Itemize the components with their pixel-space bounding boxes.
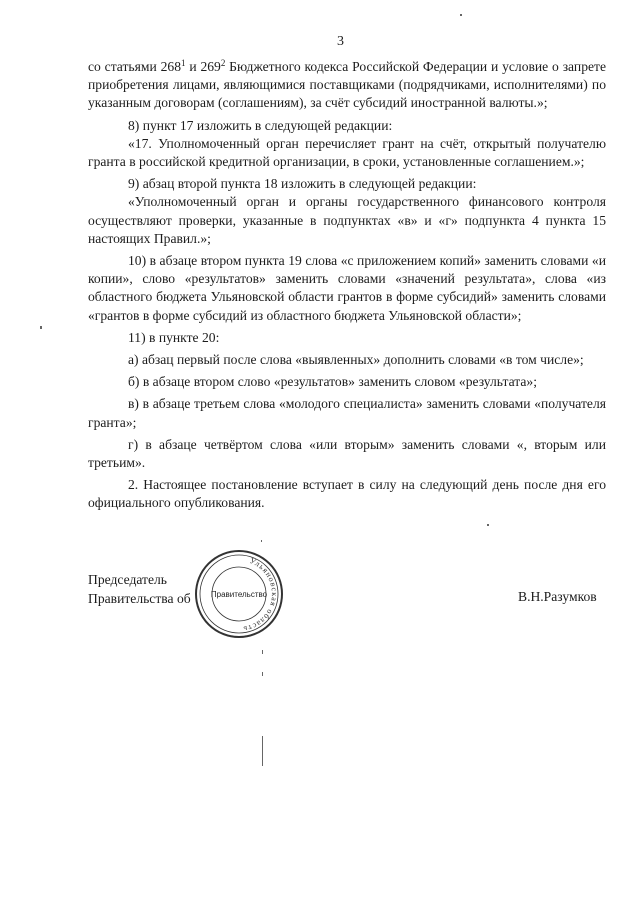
signatory-name: В.Н.Разумков — [518, 589, 597, 604]
seal-ring-text: Ульяновская область — [241, 556, 280, 634]
scan-mark — [487, 524, 489, 526]
seal-center-text: Правительство — [210, 590, 268, 599]
scan-mark — [262, 736, 263, 766]
item-10: 10) в абзаце втором пункта 19 слова «с приложением копий» заменить словами «и копии», слово «результатов» заменить словами «значений результата», слова «из областного бюджета Ульяновской области грантов в форме субсидий» заменить словами «грантов в форме субсидий из областного бюджета Ульяновской области»; — [88, 253, 606, 323]
page-number: 3 — [337, 34, 344, 49]
document-body — [88, 58, 606, 513]
signatory-title — [88, 570, 191, 608]
item-11-v: в) в абзаце третьем слова «молодого специалиста» заменить словами «получателя гранта»; — [88, 396, 606, 430]
scan-mark — [261, 540, 262, 542]
item-9-text: «Уполномоченный орган и органы государственного финансового контроля осуществляют проверки, указанные в подпунктах «в» и «г» подпункта 4 пункта 15 настоящих Правил.»; — [88, 194, 606, 246]
scan-mark — [460, 14, 462, 16]
signatory-title-line1: Председатель — [88, 572, 167, 587]
item-11-b: б) в абзаце втором слово «результатов» заменить словом «результата»; — [128, 374, 537, 390]
item-11-a: а) абзац первый после слова «выявленных» дополнить словами «в том числе»; — [128, 352, 584, 368]
item-9: 9) абзац второй пункта 18 изложить в следующей редакции: — [128, 176, 477, 192]
scan-mark — [262, 650, 263, 654]
paragraph-continuation: со статьями $268^1$ и $269^2$ Бюджетного кодекса Российской Федерации и условие о запрете приобретения лицами, являющимися поставщиками (подрядчиками, исполнителями) по указанным договорам (соглашениям), за счёт субсидий иностранной валюты.»; — [88, 58, 606, 111]
item-8: 8) пункт 17 изложить в следующей редакции: — [128, 117, 393, 133]
scan-mark — [262, 672, 263, 676]
item-11: 11) в пункте 20: — [128, 329, 220, 345]
item-11-g: г) в абзаце четвёртом слова «или вторым» заменить словами «, вторым или третьим». — [88, 436, 606, 471]
effective-date-clause: 2. Настоящее постановление вступает в силу на следующий день после дня его официального опубликования. — [88, 477, 606, 511]
signatory-title-line2: Правительства об — [88, 591, 191, 606]
scan-mark — [40, 326, 42, 329]
official-seal — [194, 549, 284, 639]
item-8-text: «17. Уполномоченный орган перечисляет грант на счёт, открытый получателю гранта в российской кредитной организации, в сроки, установленные соглашением.»; — [88, 135, 606, 170]
